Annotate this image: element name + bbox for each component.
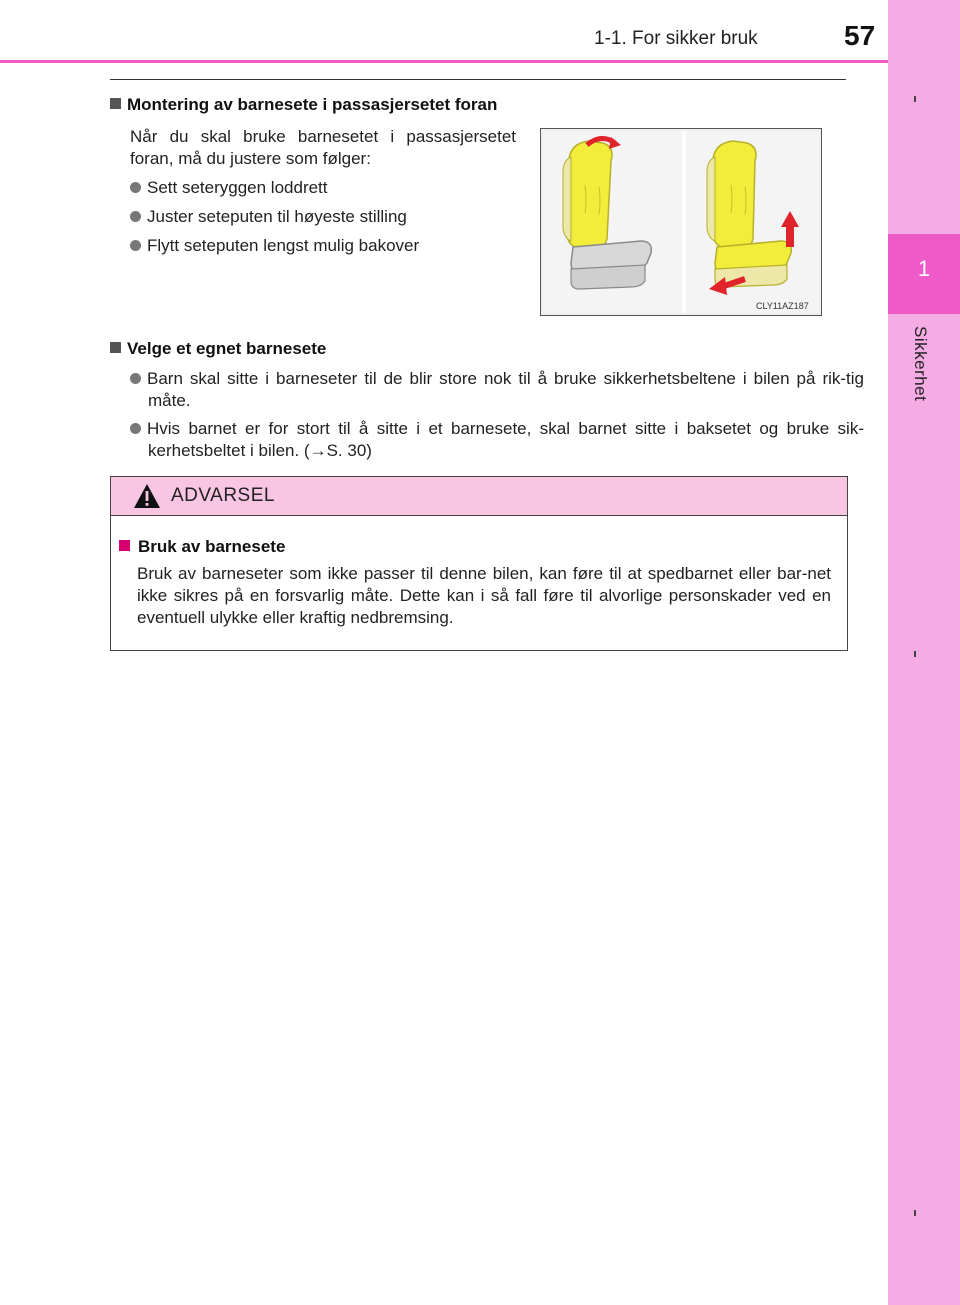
warning-text: Bruk av barneseter som ikke passer til denne bilen, kan føre til at spedbarnet eller bar-net ikke sikres på en forsvarlig måte. Dette kan i så fall føre til alvorlige personskader ved en eventuell ulykke eller kraftig nedbremsing. xyxy=(137,564,831,627)
list-item-text: Barn skal sitte i barneseter til de blir store nok til å bruke sikkerhetsbeltene i bilen på rik-tig måte. xyxy=(147,369,864,410)
list-item xyxy=(130,206,534,228)
page-number: 57 xyxy=(844,20,876,51)
warning-label: ADVARSEL xyxy=(171,485,275,506)
warning-header xyxy=(111,477,847,516)
warning-subheading xyxy=(119,537,285,557)
round-bullet-icon xyxy=(130,240,141,251)
square-bullet-icon xyxy=(110,98,121,109)
square-bullet-icon xyxy=(110,342,121,353)
list-item-text: Flytt seteputen lengst mulig bakover xyxy=(147,236,420,255)
round-bullet-icon xyxy=(130,211,141,222)
chapter-title: Sikkerhet xyxy=(911,326,930,402)
chapter-side-tab[interactable] xyxy=(888,0,960,1305)
list-item-text: Juster seteputen til høyeste stilling xyxy=(147,207,407,226)
section-heading-text: Velge et egnet barnesete xyxy=(127,339,327,358)
section-intro: Når du skal bruke barnesetet i passasjersetet foran, må du justere som følger: xyxy=(130,127,516,168)
content-top-rule xyxy=(110,79,846,80)
seat-adjustment-illustration xyxy=(540,128,822,316)
warning-box xyxy=(110,476,848,651)
square-bullet-icon xyxy=(119,540,130,551)
warning-subheading-text: Bruk av barnesete xyxy=(138,537,286,556)
header-divider xyxy=(0,60,888,63)
section-title: 1-1. For sikker bruk xyxy=(594,28,758,49)
section-heading xyxy=(110,339,326,359)
seat-illustration-svg xyxy=(541,129,821,315)
warning-triangle-icon xyxy=(133,483,161,509)
list-item xyxy=(130,177,534,199)
round-bullet-icon xyxy=(130,182,141,193)
list-item-text: Hvis barnet er for stort til å sitte i et barnesete, skal barnet sitte i baksetet og bruke sik-kerhetsbeltet i bilen. (→S. 30) xyxy=(147,419,864,460)
list-item xyxy=(130,368,864,412)
figure-code: CLY11AZ187 xyxy=(756,301,809,311)
tick-mark xyxy=(914,1210,916,1216)
chapter-number: 1 xyxy=(917,256,931,281)
list-item xyxy=(130,418,864,462)
section-heading xyxy=(110,95,497,115)
tick-mark xyxy=(914,651,916,657)
tick-mark xyxy=(914,96,916,102)
list-item xyxy=(130,235,534,257)
list-item-text: Sett seteryggen loddrett xyxy=(147,178,328,197)
round-bullet-icon xyxy=(130,423,141,434)
round-bullet-icon xyxy=(130,373,141,384)
section-heading-text: Montering av barnesete i passasjersetet foran xyxy=(127,95,498,114)
